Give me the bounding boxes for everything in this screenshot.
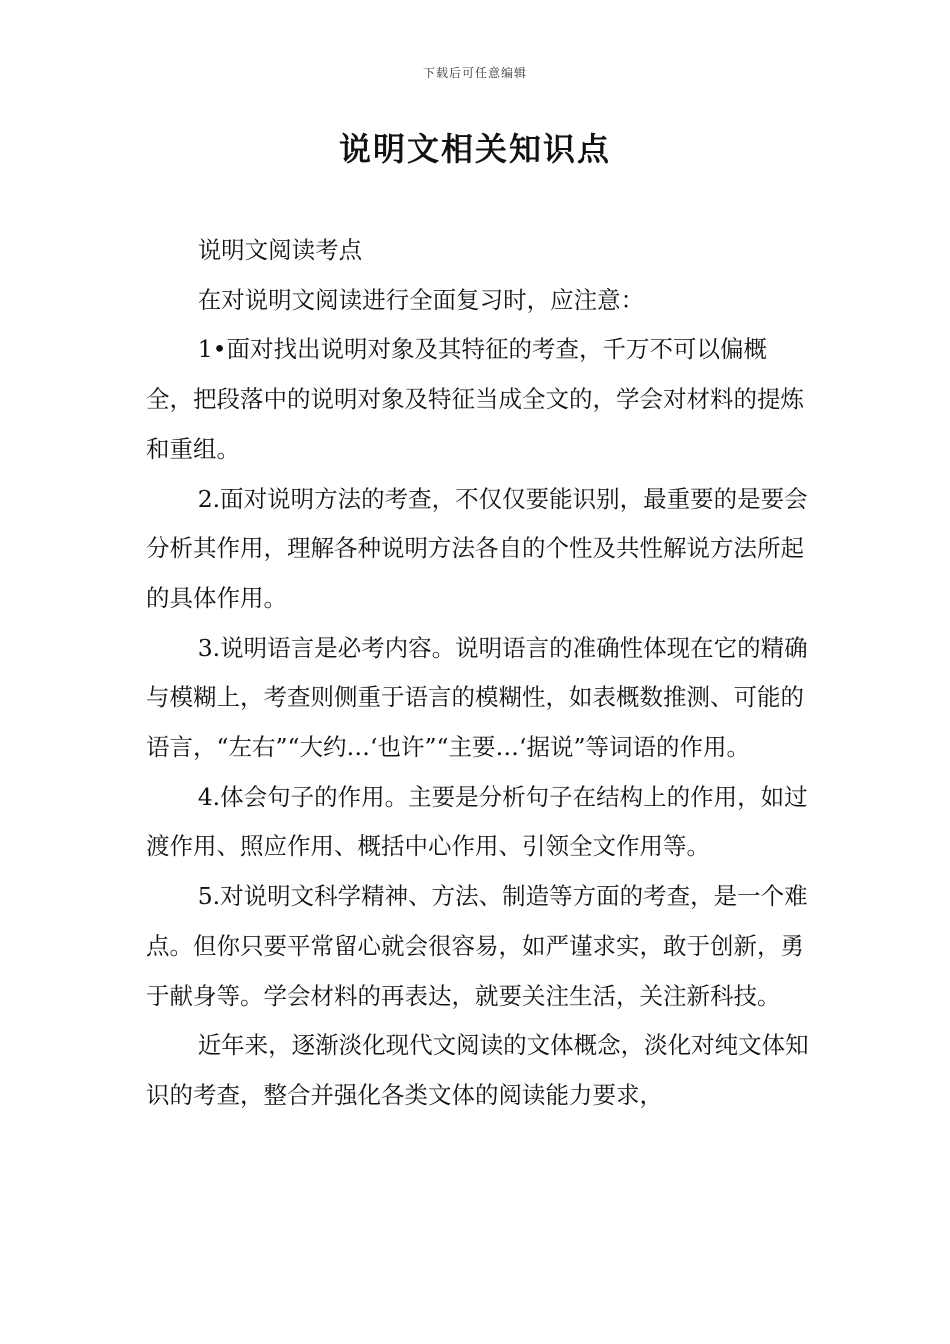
paragraph-point-5: 5.对说明文科学精神、方法、制造等方面的考查，是一个难点。但你只要平常留心就会很容易，如严谨求实，敢于创新，勇于献身等。学会材料的再表达，就要关注生活，关注新科技。	[146, 882, 808, 1010]
paragraph-point-3: 3.说明语言是必考内容。说明语言的准确性体现在它的精确与模糊上，考查则侧重于语言的模糊性，如表概数推测、可能的语言，“左右”“大约…‘也许”“主要…‘据说”等词语的作用。	[146, 633, 808, 762]
paragraph-point-1: 1•面对找出说明对象及其特征的考查，千万不可以偏概全，把段落中的说明对象及特征当成全文的，学会对材料的提炼和重组。	[146, 335, 804, 463]
paragraph-section-heading: 说明文阅读考点	[197, 236, 363, 264]
header-note: 下载后可任意编辑	[422, 66, 527, 80]
paragraph-intro: 在对说明文阅读进行全面复习时，应注意：	[197, 285, 645, 314]
paragraph-point-2: 2.面对说明方法的考查，不仅仅要能识别，最重要的是要会分析其作用，理解各种说明方法各自的个性及共性解说方法所起的具体作用。	[146, 484, 808, 612]
document-body	[146, 226, 812, 1121]
paragraph-conclusion: 近年来，逐渐淡化现代文阅读的文体概念，淡化对纯文体知识的考查，整合并强化各类文体的阅读能力要求，	[146, 1031, 809, 1109]
document-title: 说明文相关知识点	[338, 130, 611, 168]
paragraph-point-4: 4.体会句子的作用。主要是分析句子在结构上的作用，如过渡作用、照应作用、概括中心作用、引领全文作用等。	[146, 782, 808, 861]
